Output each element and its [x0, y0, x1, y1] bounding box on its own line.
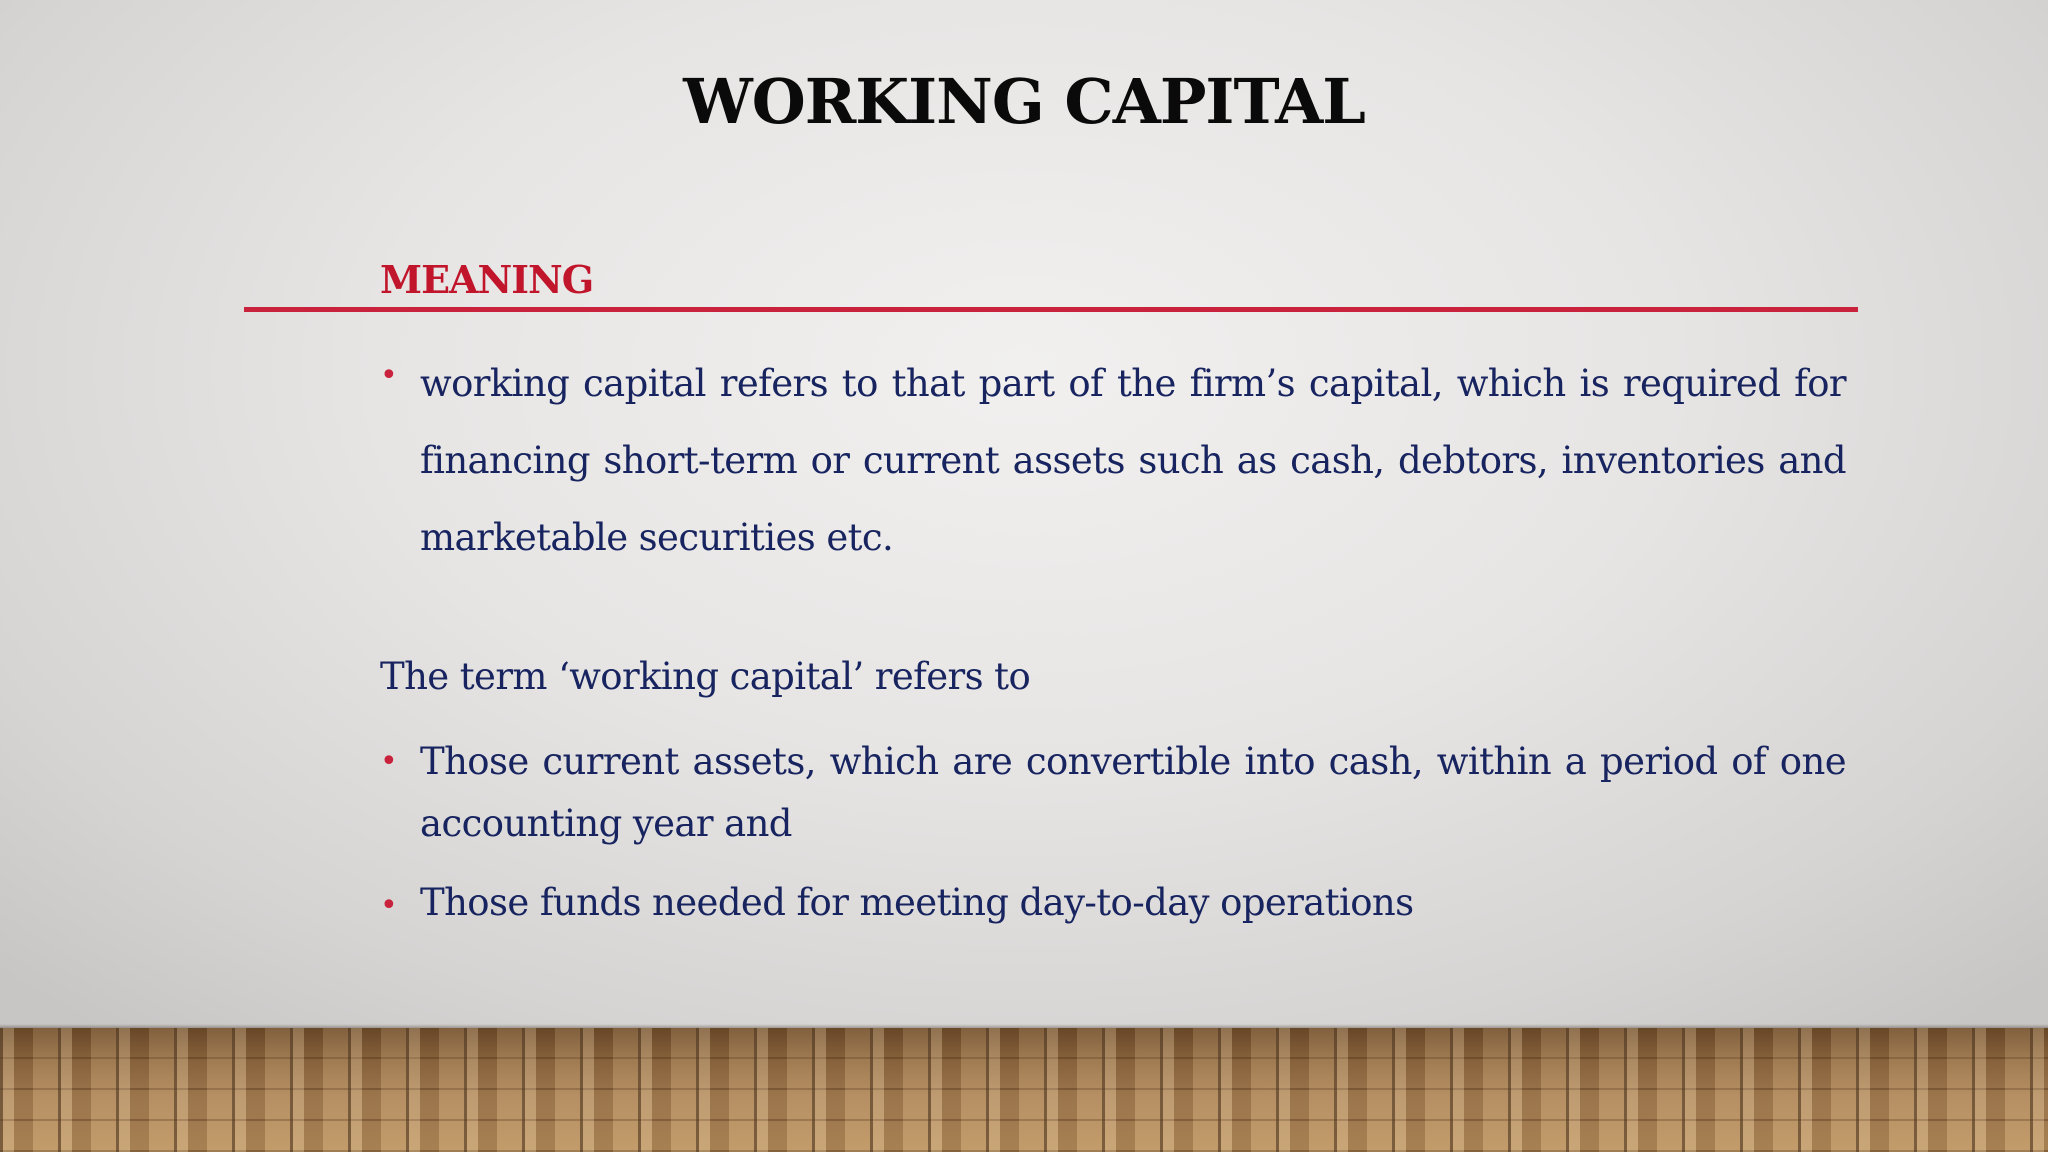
bullet-marker: • [380, 358, 398, 393]
slide-title: WORKING CAPITAL [683, 65, 1365, 138]
bullet-marker: • [380, 744, 398, 779]
wooden-floor-decoration [0, 1028, 2048, 1152]
heading-underline-divider [244, 307, 1858, 312]
funds-bullet: Those funds needed for meeting day-to-day operations [420, 881, 1414, 924]
term-lead-in: The term ‘working capital’ refers to [380, 655, 1031, 698]
current-assets-bullet: Those current assets, which are convertible into cash, within a period of one accounting year and [420, 740, 1846, 845]
meaning-paragraph: working capital refers to that part of the firm’s capital, which is required for financing short-term or current assets such as cash, debtors, inventories and marketable securities etc. [420, 362, 1846, 559]
section-heading-meaning: MEANING [380, 257, 594, 302]
bullet-marker: • [380, 888, 398, 923]
